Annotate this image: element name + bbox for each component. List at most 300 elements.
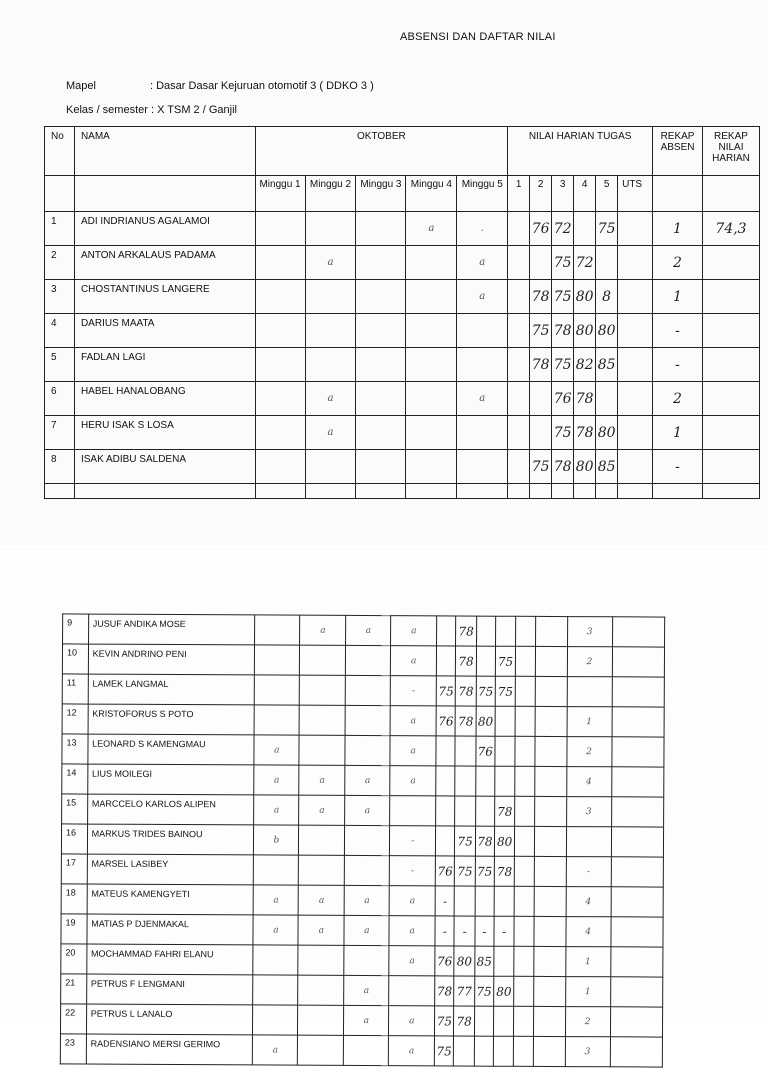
attendance-mark: a <box>345 765 390 795</box>
row-no: 17 <box>61 854 87 884</box>
absence-total: 2 <box>566 737 611 767</box>
attendance-mark <box>255 416 305 450</box>
daily-grade-average <box>611 797 664 827</box>
table-row <box>63 614 665 647</box>
attendance-mark: - <box>390 826 436 856</box>
task-score: 80 <box>596 314 618 348</box>
task-score: 78 <box>456 646 476 676</box>
attendance-mark: a <box>346 615 391 645</box>
absence-total: 4 <box>566 917 611 947</box>
attendance-mark: a <box>254 885 299 915</box>
attendance-mark: a <box>253 1035 298 1065</box>
task-score <box>618 314 653 348</box>
student-name: LAMEK LANGMAL <box>88 674 255 705</box>
attendance-mark <box>356 382 406 416</box>
attendance-mark <box>345 735 390 765</box>
task-score: 78 <box>495 796 515 826</box>
student-name: MOCHAMMAD FAHRI ELANU <box>86 944 253 975</box>
task-score: 8 <box>596 280 618 314</box>
attendance-mark <box>300 675 346 705</box>
attendance-mark <box>390 796 436 826</box>
task-score: 80 <box>476 706 495 736</box>
task-score: 75 <box>552 348 574 382</box>
task-score <box>474 1006 493 1036</box>
task-score <box>437 646 456 676</box>
attendance-mark: b <box>254 825 299 855</box>
attendance-mark <box>406 382 457 416</box>
absence-total: 1 <box>567 707 612 737</box>
absence-total <box>566 827 611 857</box>
attendance-mark <box>356 348 406 382</box>
table-row <box>45 280 760 314</box>
table-row <box>61 944 663 977</box>
week-header-2: Minggu 2 <box>305 176 356 212</box>
student-name: LIUS MOILEGI <box>87 764 254 795</box>
table-row <box>45 382 760 416</box>
task-score <box>495 706 515 736</box>
task-score: 78 <box>456 616 476 646</box>
task-score <box>493 1006 513 1036</box>
task-score: 80 <box>494 826 514 856</box>
task-score: 75 <box>530 450 552 484</box>
attendance-mark <box>255 382 305 416</box>
attendance-mark: a <box>344 1005 389 1035</box>
attendance-mark: a <box>390 706 436 736</box>
row-no: 23 <box>60 1034 86 1064</box>
daily-grade-average <box>612 707 665 737</box>
task-score <box>618 416 653 450</box>
attendance-mark <box>305 450 356 484</box>
grade-table-2 <box>60 613 665 1067</box>
attendance-mark <box>253 975 298 1005</box>
col-no: No <box>45 127 75 176</box>
task-score: 76 <box>435 856 454 886</box>
student-name: PETRUS L LANALO <box>86 1004 253 1035</box>
row-no: 18 <box>61 884 87 914</box>
task-score <box>596 382 618 416</box>
row-no: 1 <box>45 212 75 246</box>
student-name: RADENSIANO MERSI GERIMO <box>86 1034 253 1065</box>
attendance-mark: a <box>254 795 299 825</box>
absence-total: 4 <box>566 887 611 917</box>
task-score <box>515 826 534 856</box>
grade-table-1 <box>44 126 760 499</box>
attendance-mark <box>255 348 305 382</box>
attendance-mark <box>346 645 391 675</box>
task-score <box>530 416 552 450</box>
task-score: 78 <box>475 826 494 856</box>
task-score: - <box>435 916 454 946</box>
table-row <box>60 1004 662 1037</box>
task-score <box>495 736 515 766</box>
attendance-mark <box>255 212 305 246</box>
task-score <box>515 706 534 736</box>
task-score <box>475 886 494 916</box>
col-nama: NAMA <box>74 127 255 176</box>
attendance-mark <box>255 280 305 314</box>
task-score: - <box>435 886 454 916</box>
task-score: 75 <box>436 676 455 706</box>
attendance-mark <box>255 450 305 484</box>
row-no: 6 <box>45 382 75 416</box>
task-score: 75 <box>552 280 574 314</box>
row-no: 16 <box>61 824 87 854</box>
task-score: 75 <box>435 1006 454 1036</box>
task-score <box>533 916 565 946</box>
subheader-nilai-blank <box>702 176 759 212</box>
week-header-3: Minggu 3 <box>356 176 406 212</box>
attendance-mark: - <box>389 856 435 886</box>
attendance-mark <box>457 314 508 348</box>
task-score <box>508 280 530 314</box>
attendance-mark <box>305 212 356 246</box>
task-score <box>508 416 530 450</box>
task-score <box>533 946 565 976</box>
attendance-mark: a <box>305 416 356 450</box>
attendance-mark: a <box>253 915 298 945</box>
table-row <box>45 314 760 348</box>
task-score <box>455 796 475 826</box>
task-score: - <box>454 916 474 946</box>
attendance-mark <box>299 705 345 735</box>
task-score: 78 <box>435 976 454 1006</box>
task-score <box>493 1036 513 1066</box>
absence-total: 1 <box>565 947 610 977</box>
task-header-5: 5 <box>596 176 618 212</box>
task-score <box>436 796 455 826</box>
attendance-mark <box>345 825 390 855</box>
attendance-mark: a <box>390 766 436 796</box>
attendance-mark <box>305 348 356 382</box>
absence-total: 3 <box>565 1037 610 1067</box>
attendance-mark <box>305 280 356 314</box>
absence-total: 1 <box>653 280 703 314</box>
attendance-mark: a <box>254 765 299 795</box>
attendance-mark <box>253 945 298 975</box>
attendance-mark <box>255 246 305 280</box>
subheader-no-blank <box>45 176 75 212</box>
attendance-mark: a <box>389 916 435 946</box>
task-score <box>455 886 475 916</box>
attendance-mark <box>344 1035 389 1065</box>
task-score: 78 <box>494 856 514 886</box>
task-score: 80 <box>574 450 596 484</box>
attendance-mark: - <box>390 676 436 706</box>
task-score <box>475 766 494 796</box>
table-row <box>62 764 664 797</box>
table-row <box>45 212 760 246</box>
daily-grade-average <box>610 1037 663 1067</box>
task-score <box>496 616 516 646</box>
task-score <box>596 246 618 280</box>
task-score: 78 <box>552 314 574 348</box>
absence-total: 2 <box>653 382 703 416</box>
task-score: 78 <box>574 416 596 450</box>
daily-grade-average <box>611 887 664 917</box>
task-score: 75 <box>474 976 493 1006</box>
attendance-mark <box>345 855 390 885</box>
task-score <box>514 946 533 976</box>
daily-grade-average <box>611 827 664 857</box>
task-score <box>618 280 653 314</box>
task-score <box>508 382 530 416</box>
task-score: 75 <box>455 826 475 856</box>
task-score: 76 <box>435 946 454 976</box>
daily-grade-average <box>702 348 759 382</box>
task-score: 80 <box>574 280 596 314</box>
attendance-mark: a <box>457 280 508 314</box>
task-score <box>508 348 530 382</box>
table-row <box>62 734 664 767</box>
task-score <box>515 736 534 766</box>
task-score <box>515 796 534 826</box>
student-name: KRISTOFORUS S POTO <box>88 704 255 735</box>
task-header-1: 1 <box>508 176 530 212</box>
student-name: DARIUS MAATA <box>74 314 255 348</box>
student-name: MARKUS TRIDES BAINOU <box>87 824 254 855</box>
task-score: - <box>494 916 514 946</box>
week-header-4: Minggu 4 <box>406 176 457 212</box>
task-header-3: 3 <box>552 176 574 212</box>
attendance-mark <box>457 348 508 382</box>
task-score <box>530 382 552 416</box>
row-no: 15 <box>62 794 88 824</box>
row-no: 12 <box>62 704 88 734</box>
absence-total: 2 <box>567 647 612 677</box>
table-row <box>62 644 664 677</box>
student-name: MARSEL LASIBEY <box>87 854 254 885</box>
row-no: 4 <box>45 314 75 348</box>
attendance-mark <box>356 416 406 450</box>
absence-total: 1 <box>565 977 610 1007</box>
task-score: 75 <box>552 246 574 280</box>
row-no: 21 <box>61 974 87 1004</box>
daily-grade-average <box>610 947 663 977</box>
daily-grade-average <box>702 450 759 484</box>
task-score <box>455 736 475 766</box>
task-score: 80 <box>494 976 514 1006</box>
task-score: 75 <box>476 676 495 706</box>
task-score <box>508 246 530 280</box>
daily-grade-average <box>702 382 759 416</box>
task-score <box>508 314 530 348</box>
task-score <box>515 766 534 796</box>
attendance-mark <box>254 855 299 885</box>
attendance-mark <box>299 825 345 855</box>
task-score <box>516 676 535 706</box>
daily-grade-average <box>610 917 663 947</box>
absence-total: 2 <box>565 1007 610 1037</box>
table-end-row <box>45 484 760 499</box>
absence-total: - <box>653 314 703 348</box>
task-header-4: 4 <box>574 176 596 212</box>
attendance-mark: a <box>344 915 389 945</box>
task-score <box>514 886 533 916</box>
col-tasks: NILAI HARIAN TUGAS <box>508 127 653 176</box>
task-score <box>534 766 566 796</box>
daily-grade-average <box>611 857 664 887</box>
student-name: HABEL HANALOBANG <box>74 382 255 416</box>
row-no: 7 <box>45 416 75 450</box>
task-score: 85 <box>596 450 618 484</box>
attendance-mark <box>356 314 406 348</box>
task-score <box>534 886 566 916</box>
week-header-5: Minggu 5 <box>457 176 508 212</box>
attendance-mark: a <box>345 795 390 825</box>
task-score <box>436 826 455 856</box>
task-score: 75 <box>596 212 618 246</box>
row-no: 3 <box>45 280 75 314</box>
attendance-mark <box>255 314 305 348</box>
task-score <box>535 616 567 646</box>
task-score <box>514 1006 533 1036</box>
attendance-mark <box>406 280 457 314</box>
task-score: 78 <box>455 706 475 736</box>
task-score: 82 <box>574 348 596 382</box>
task-score <box>535 676 567 706</box>
task-score <box>515 856 534 886</box>
task-score: 77 <box>454 976 474 1006</box>
table-row <box>61 854 663 887</box>
row-no: 10 <box>62 644 88 674</box>
attendance-mark <box>298 975 344 1005</box>
row-no: 9 <box>63 614 89 644</box>
student-name: PETRUS F LENGMANI <box>86 974 253 1005</box>
attendance-mark <box>345 705 390 735</box>
task-score: 78 <box>456 676 476 706</box>
task-score: 80 <box>596 416 618 450</box>
week-header-1: Minggu 1 <box>255 176 305 212</box>
task-score: 76 <box>552 382 574 416</box>
task-score <box>516 616 535 646</box>
attendance-mark: a <box>298 915 344 945</box>
task-score: 78 <box>454 1006 474 1036</box>
task-score: 78 <box>530 348 552 382</box>
absence-total: 1 <box>653 416 703 450</box>
task-score <box>618 450 653 484</box>
task-header-2: 2 <box>530 176 552 212</box>
student-name: MARCCELO KARLOS ALIPEN <box>87 794 254 825</box>
student-name: ANTON ARKALAUS PADAMA <box>74 246 255 280</box>
attendance-mark <box>305 314 356 348</box>
task-score <box>514 916 533 946</box>
task-score: 80 <box>454 946 474 976</box>
attendance-mark: a <box>299 765 345 795</box>
attendance-mark <box>406 246 457 280</box>
absence-total: 3 <box>566 797 611 827</box>
daily-grade-average <box>702 246 759 280</box>
attendance-mark <box>356 212 406 246</box>
task-score: 76 <box>436 706 455 736</box>
task-score: 72 <box>574 246 596 280</box>
student-name: CHOSTANTINUS LANGERE <box>74 280 255 314</box>
student-name: HERU ISAK S LOSA <box>74 416 255 450</box>
student-name: JUSUF ANDIKA MOSE <box>88 614 255 645</box>
absence-total: 3 <box>567 617 612 647</box>
row-no: 19 <box>61 914 87 944</box>
attendance-mark <box>298 1035 344 1065</box>
table-row <box>62 794 664 827</box>
row-no: 20 <box>61 944 87 974</box>
attendance-mark <box>253 1005 298 1035</box>
task-score: 80 <box>574 314 596 348</box>
attendance-mark: a <box>457 382 508 416</box>
col-rekap-nilai: REKAP NILAI HARIAN <box>702 127 759 176</box>
attendance-mark: a <box>389 886 435 916</box>
absence-total: - <box>653 348 703 382</box>
attendance-mark <box>406 314 457 348</box>
attendance-mark <box>356 450 406 484</box>
attendance-mark: a <box>390 736 436 766</box>
attendance-mark <box>300 645 346 675</box>
task-score <box>530 246 552 280</box>
task-score <box>533 1036 565 1066</box>
task-score <box>533 1006 565 1036</box>
attendance-mark: a <box>344 975 389 1005</box>
daily-grade-average <box>610 977 663 1007</box>
student-name: ISAK ADIBU SALDENA <box>74 450 255 484</box>
table-row <box>45 416 760 450</box>
attendance-mark: a <box>389 1006 435 1036</box>
table-row <box>61 974 663 1007</box>
task-score <box>535 646 567 676</box>
task-score <box>534 736 566 766</box>
daily-grade-average <box>702 416 759 450</box>
daily-grade-average <box>612 647 665 677</box>
col-month: OKTOBER <box>255 127 508 176</box>
task-score <box>618 246 653 280</box>
student-name: KEVIN ANDRINO PENI <box>88 644 255 675</box>
task-score <box>476 646 495 676</box>
row-no: 22 <box>60 1004 86 1034</box>
daily-grade-average <box>702 280 759 314</box>
task-score <box>494 886 514 916</box>
row-no: 11 <box>62 674 88 704</box>
attendance-mark: a <box>391 646 437 676</box>
daily-grade-average <box>611 737 664 767</box>
subject-value: : Dasar Dasar Kejuruan otomotif 3 ( DDKO 3 ) <box>150 80 374 92</box>
absence-total: 2 <box>653 246 703 280</box>
daily-grade-average <box>612 617 665 647</box>
attendance-mark: . <box>457 212 508 246</box>
task-score: 76 <box>530 212 552 246</box>
task-score <box>437 616 456 646</box>
attendance-mark: a <box>298 885 344 915</box>
task-score <box>533 976 565 1006</box>
task-score <box>618 382 653 416</box>
task-score: 75 <box>455 856 475 886</box>
attendance-mark <box>406 450 457 484</box>
row-no: 5 <box>45 348 75 382</box>
task-score <box>618 348 653 382</box>
attendance-mark <box>457 450 508 484</box>
daily-grade-average <box>610 1007 663 1037</box>
task-score: 85 <box>475 946 494 976</box>
row-no: 14 <box>62 764 88 794</box>
attendance-mark <box>299 735 345 765</box>
table-row <box>61 824 663 857</box>
table-row <box>45 348 760 382</box>
task-score: 75 <box>495 646 515 676</box>
attendance-mark: a <box>391 616 437 646</box>
task-score <box>618 212 653 246</box>
attendance-mark <box>298 1005 344 1035</box>
table-row <box>61 884 663 917</box>
task-score: 75 <box>435 1036 454 1066</box>
daily-grade-average: 74,3 <box>702 212 759 246</box>
attendance-mark <box>406 416 457 450</box>
task-score <box>494 946 514 976</box>
